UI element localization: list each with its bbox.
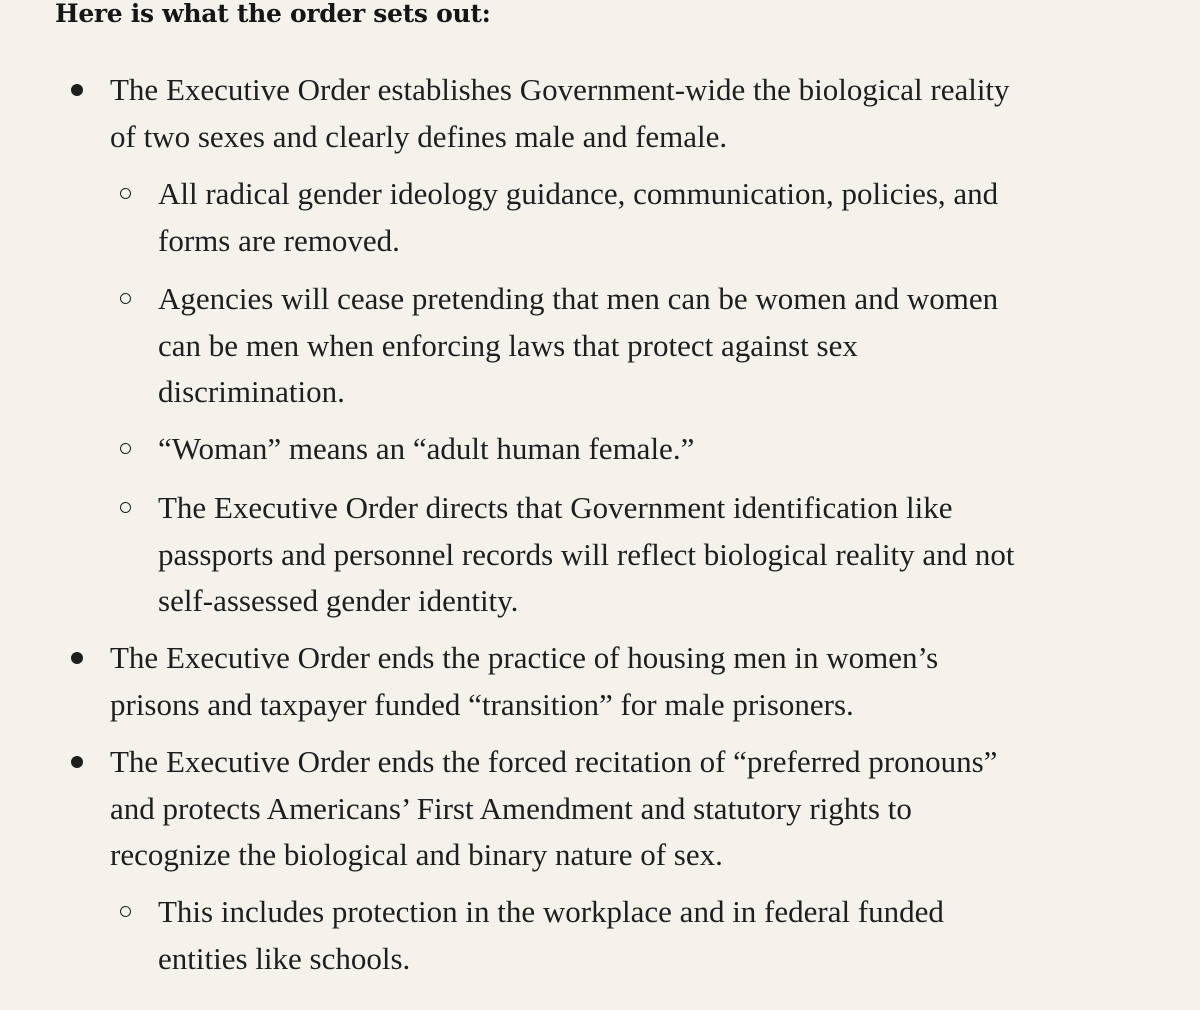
bullet-circle-icon [120,443,131,454]
list-item: All radical gender ideology guidance, communication, policies, and forms are removed. [158,176,999,258]
bullet-circle-icon [120,906,131,917]
bullet-disc-icon [71,756,83,768]
list-item: “Woman” means an “adult human female.” [158,431,695,466]
bullet-circle-icon [120,293,131,304]
list-item: The Executive Order establishes Government-wide the biological reality of two sexes and clearly defines male and female. [110,72,1010,154]
list-item: The Executive Order directs that Government identification like passports and personnel records will reflect biological reality and not self-assessed gender identity. [158,490,1015,618]
bullet-disc-icon [71,652,83,664]
list-item: This includes protection in the workplace and in federal funded entities like schools. [158,894,944,976]
list-item: The Executive Order ends the forced recitation of “preferred pronouns” and protects Americans’ First Amendment and statutory rights to recognize the biological and binary nature of sex. [110,744,998,872]
list-item: Agencies will cease pretending that men can be women and women can be men when enforcing laws that protect against sex discrimination. [158,281,999,409]
section-heading: Here is what the order sets out: [55,0,491,28]
bullet-circle-icon [120,502,131,513]
bullet-disc-icon [71,84,83,96]
list-item: The Executive Order ends the practice of housing men in women’s prisons and taxpayer funded “transition” for male prisoners. [110,640,939,722]
bullet-circle-icon [120,188,131,199]
